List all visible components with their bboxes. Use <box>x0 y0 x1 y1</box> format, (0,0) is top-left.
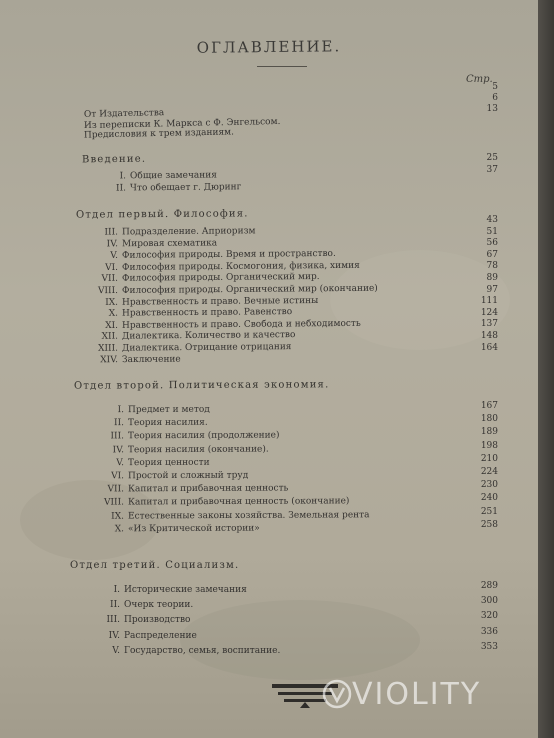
page-number: 5 <box>492 82 498 92</box>
entry-number: II. <box>113 418 125 429</box>
entry-number: VII. <box>107 484 125 495</box>
entry-title: Капитал и прибавочная ценность (окончание) <box>127 496 350 508</box>
entry-number: I. <box>119 171 127 182</box>
watermark: VIOLITY <box>352 677 482 712</box>
entry-title: Философия природы. Органический мир (окончание) <box>121 283 378 296</box>
entry-title: Подразделение. Априоризм <box>121 226 256 238</box>
entry-number: XII. <box>101 332 119 343</box>
entry-number: II. <box>110 600 120 611</box>
entry-title: Нравственность и право. Вечные истины <box>121 295 319 308</box>
page-number: 148 <box>480 331 498 341</box>
entry-title: Теория насилия (продолжение) <box>127 430 280 442</box>
toc-entry <box>90 496 350 510</box>
page-number: 164 <box>480 342 498 353</box>
page-number: 6 <box>492 93 498 103</box>
entry-number: V. <box>112 645 120 656</box>
entry-number: IV. <box>108 630 120 641</box>
entry-number: XIV. <box>100 354 119 365</box>
page-number: 13 <box>486 104 498 114</box>
entry-number: V. <box>116 457 125 468</box>
entry-number: IX. <box>105 297 119 308</box>
entry-title: Распределение <box>124 630 197 641</box>
entry-title: Философия природы. Космогония, физика, химия <box>121 260 360 273</box>
entry-number: VI. <box>111 471 125 482</box>
entry-title: Заключение <box>121 354 181 365</box>
entry-number: XIII. <box>98 343 119 354</box>
section-heading-intro: Введение. <box>81 153 147 166</box>
page-number: 251 <box>480 506 498 517</box>
entry-number: III. <box>110 431 125 442</box>
page-number: 258 <box>480 519 498 530</box>
page-number: 353 <box>480 641 498 652</box>
entry-number: X. <box>108 308 119 319</box>
entry-number: III. <box>106 615 120 626</box>
toc-entry <box>86 630 197 643</box>
toc-entry <box>84 353 181 367</box>
toc-entry <box>90 509 370 523</box>
toc-entry: От Издательства <box>83 108 165 120</box>
page-number: 25 <box>486 153 498 163</box>
toc-entry: Из переписки К. Маркса с Ф. Энгельсом. <box>83 116 281 132</box>
page-number: 137 <box>480 319 498 330</box>
entry-title: Философия природы. Время и пространство. <box>121 249 336 261</box>
page-number: 51 <box>486 226 498 237</box>
toc-entry <box>90 483 289 497</box>
page-number: 56 <box>486 238 498 249</box>
toc-entry <box>86 614 190 627</box>
entry-title: Простой и сложный труд <box>127 470 249 482</box>
entry-title: Диалектика. Отрицание отрицания <box>121 342 292 354</box>
toc-entry <box>90 522 260 536</box>
entry-title: Нравственность и право. Равенство <box>121 307 293 319</box>
toc-entry <box>90 430 280 444</box>
page-number: 210 <box>480 453 498 464</box>
entry-number: III. <box>104 227 119 238</box>
toc-entry <box>86 645 280 658</box>
page-number: 289 <box>480 581 498 591</box>
section-heading-part1: Отдел первый. Философия. <box>75 208 249 221</box>
entry-number: I. <box>113 585 120 595</box>
entry-title: Производство <box>124 615 191 626</box>
violity-logo-icon <box>322 679 352 709</box>
page-number: 189 <box>480 427 498 438</box>
toc-entry <box>90 456 210 470</box>
entry-title: Теория ценности <box>127 457 210 468</box>
toc-entry <box>90 417 208 431</box>
entry-number: IX. <box>111 511 125 522</box>
entry-number: V. <box>110 250 119 262</box>
entry-title: Государство, семья, воспитание. <box>124 645 281 656</box>
toc-entry <box>90 404 210 418</box>
entry-number: IV. <box>112 444 125 455</box>
entry-title: Что обещает г. Дюринг <box>129 182 242 194</box>
entry-title: Диалектика. Количество и качество <box>121 330 296 342</box>
entry-title: Капитал и прибавочная ценность <box>127 483 289 495</box>
page-number: 300 <box>480 596 498 607</box>
page-number: 89 <box>486 273 498 283</box>
toc-entry <box>100 181 241 195</box>
entry-number: VIII. <box>103 497 125 508</box>
page-number: 37 <box>486 165 498 175</box>
page-number: 111 <box>480 296 498 307</box>
page-number: 180 <box>480 414 498 425</box>
page-edge <box>538 0 554 738</box>
entry-title: Теория насилия. <box>127 417 208 429</box>
toc-entry <box>86 584 247 597</box>
section-heading-part3: Отдел третий. Социализм. <box>70 560 240 571</box>
page-number: 230 <box>480 480 498 491</box>
entry-title: Философия природы. Органический мир. <box>121 272 320 285</box>
entry-title: Нравственность и право. Свобода и небходимость <box>121 318 361 331</box>
page-number: 67 <box>486 249 498 260</box>
page-number: 78 <box>486 261 498 272</box>
page-title: ОГЛАВЛЕНИЕ. <box>196 37 342 57</box>
page-number: 336 <box>480 626 498 637</box>
page-number: 320 <box>480 611 498 622</box>
entry-number: VII. <box>101 274 119 285</box>
entry-number: VI. <box>105 262 119 273</box>
page-number: 97 <box>486 284 498 295</box>
entry-title: Предмет и метод <box>127 404 210 416</box>
entry-number: VIII. <box>97 285 119 297</box>
title-rule <box>257 66 307 67</box>
page-number: 43 <box>486 215 498 225</box>
page-number: 124 <box>480 307 498 318</box>
entry-title: Исторические замечания <box>124 585 247 595</box>
entry-number: II. <box>115 183 127 194</box>
entry-title: Очерк теории. <box>124 600 194 611</box>
toc-entry <box>90 470 248 484</box>
entry-number: XI. <box>105 320 119 331</box>
toc-entry: Предисловия к трем изданиям. <box>83 127 235 141</box>
page-column-heading: Стр. <box>466 74 493 85</box>
toc-entry <box>86 599 193 612</box>
section-heading-part2: Отдел второй. Политическая экономия. <box>73 379 330 392</box>
entry-number: IV. <box>106 238 119 249</box>
entry-title: Мировая схематика <box>121 238 218 249</box>
page-number: 224 <box>480 467 498 477</box>
entry-title: Общие замечания <box>129 170 217 182</box>
entry-title: Теория насилия (окончание). <box>127 444 269 455</box>
toc-entry <box>90 443 269 457</box>
entry-title: «Из Критической истории» <box>127 523 260 535</box>
page-number: 240 <box>480 493 498 504</box>
page-number: 198 <box>480 440 498 451</box>
entry-number: I. <box>117 405 125 416</box>
page-number: 167 <box>480 401 498 411</box>
entry-number: X. <box>114 524 125 535</box>
entry-title: Естественные законы хозяйства. Земельная рента <box>127 509 370 522</box>
